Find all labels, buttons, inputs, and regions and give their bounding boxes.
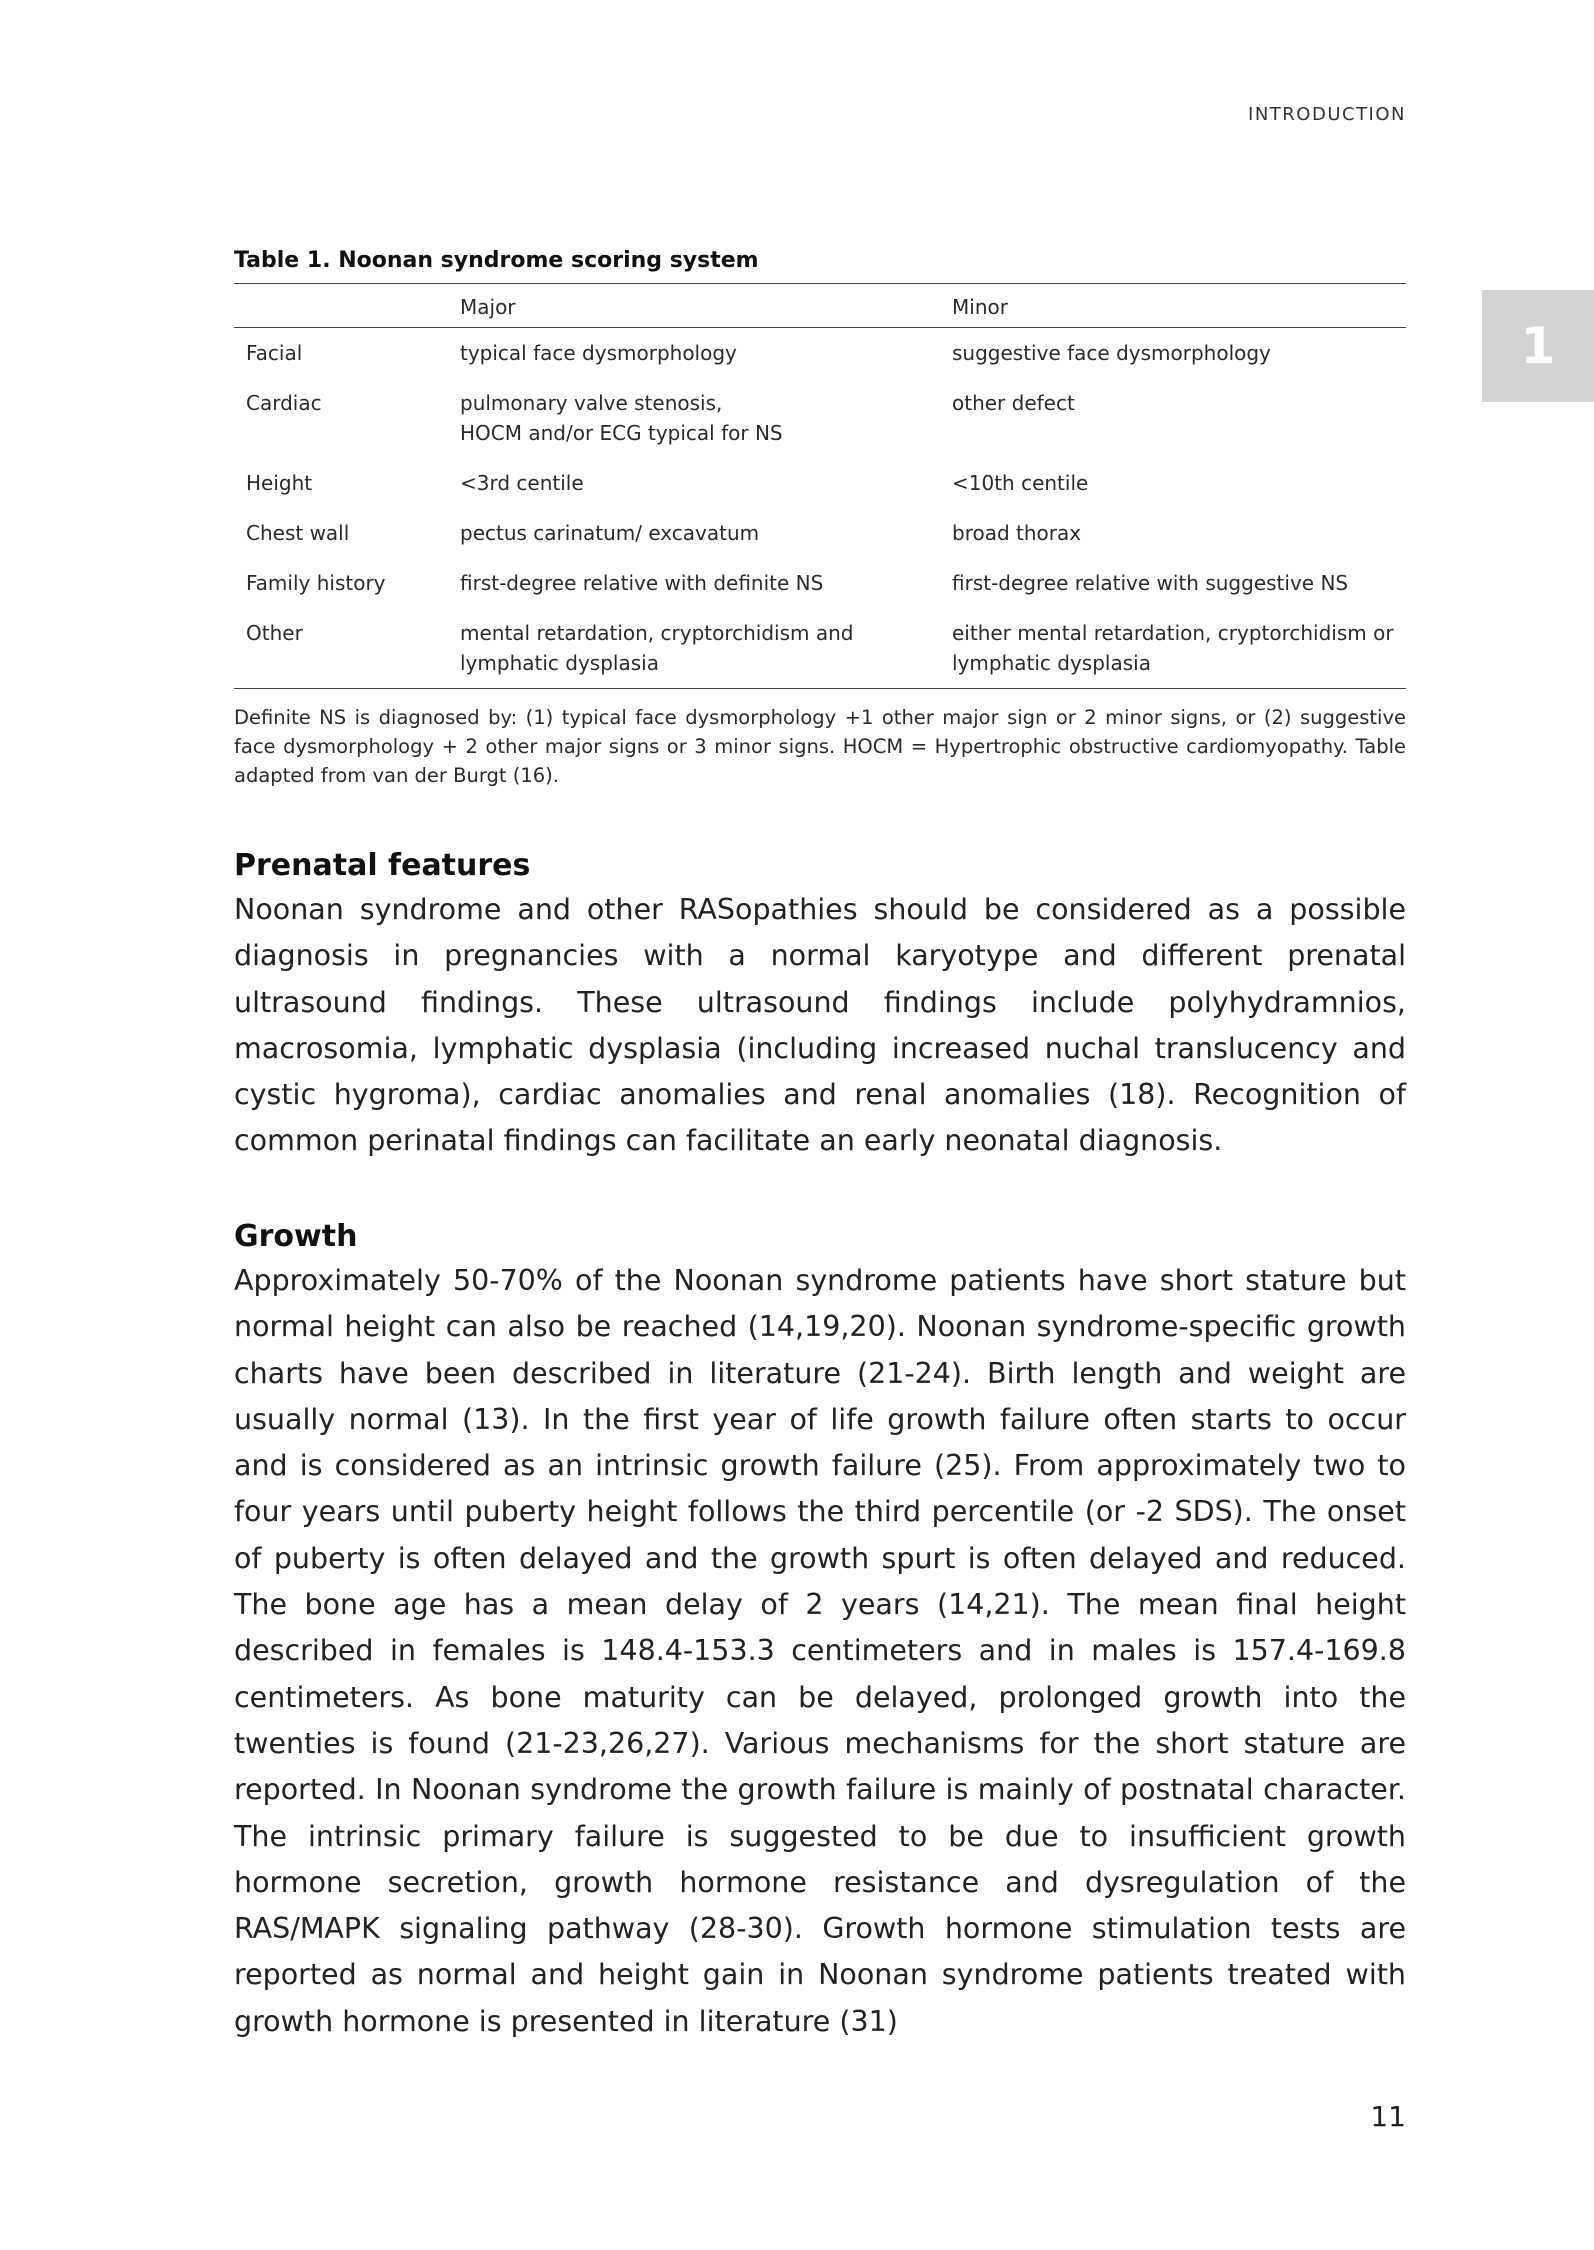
cell-line: lymphatic dysplasia xyxy=(460,651,659,675)
header-cell-minor: Minor xyxy=(952,295,1008,319)
table-header-row xyxy=(234,284,1406,328)
minor-cell xyxy=(940,608,1406,689)
cell-line: other defect xyxy=(952,391,1075,415)
cell-line: pectus carinatum/ excavatum xyxy=(460,521,760,545)
major-cell xyxy=(448,458,940,508)
table-row xyxy=(234,378,1406,458)
cell-line: lymphatic dysplasia xyxy=(952,651,1151,675)
header-cell-feature xyxy=(234,284,448,328)
table-row xyxy=(234,608,1406,689)
running-head: INTRODUCTION xyxy=(1248,104,1406,125)
cell-line: first-degree relative with suggestive NS xyxy=(952,571,1349,595)
row-label: Cardiac xyxy=(246,391,322,415)
row-label: Facial xyxy=(246,341,303,365)
cell-line: either mental retardation, cryptorchidism or xyxy=(952,621,1394,645)
major-cell xyxy=(448,558,940,608)
table-row xyxy=(234,558,1406,608)
chapter-tab: 1 xyxy=(1482,290,1594,402)
minor-cell xyxy=(940,458,1406,508)
cell-line: <3rd centile xyxy=(460,471,584,495)
table-row xyxy=(234,458,1406,508)
row-label: Chest wall xyxy=(246,521,350,545)
table-block xyxy=(234,248,1406,790)
major-cell xyxy=(448,378,940,458)
table-title: Table 1. Noonan syndrome scoring system xyxy=(234,248,759,273)
minor-cell xyxy=(940,378,1406,458)
section-heading: Growth xyxy=(234,1219,358,1254)
cell-line: broad thorax xyxy=(952,521,1082,545)
cell-line: pulmonary valve stenosis, xyxy=(460,391,723,415)
row-label: Family history xyxy=(246,571,386,595)
major-cell xyxy=(448,508,940,558)
row-label: Height xyxy=(246,471,313,495)
table-row xyxy=(234,508,1406,558)
section-body: Noonan syndrome and other RASopathies should be considered as a possible diagnosis in pregnancies with a normal karyotype and different prenatal ultrasound findings. These ultrasound findings include polyhydramnios, macrosomia, lymphatic dysplasia (including increased nuchal translucency and cystic hygroma), cardiac anomalies and renal anomalies (18). Recognition of common perinatal findings can facilitate an early neonatal diagnosis. xyxy=(234,893,1406,1158)
scoring-table xyxy=(234,283,1406,689)
section-body: Approximately 50-70% of the Noonan syndrome patients have short stature but normal height can also be reached (14,19,20). Noonan syndrome-specific growth charts have been described in literature (21-24). Birth length and weight are usually normal (13). In the first year of life growth failure often starts to occur and is considered as an intrinsic growth failure (25). From approximately two to four years until puberty height follows the third percentile (or -2 SDS). The onset of puberty is often delayed and the growth spurt is often delayed and reduced. The bone age has a mean delay of 2 years (14,21). The mean final height described in females is 148.4-153.3 centimeters and in males is 157.4-169.8 centimeters. As bone maturity can be delayed, prolonged growth into the twenties is found (21-23,26,27). Various mechanisms for the short stature are reported. In Noonan syndrome the growth failure is mainly of postnatal character. The intrinsic primary failure is suggested to be due to insufficient growth hormone secretion, growth hormone resistance and dysregulation of the RAS/MAPK signaling pathway (28-30). Growth hormone stimulation tests are reported as normal and height gain in Noonan syndrome patients treated with growth hormone is presented in literature (31) xyxy=(234,1264,1406,2038)
section-heading: Prenatal features xyxy=(234,848,531,883)
minor-cell xyxy=(940,508,1406,558)
minor-cell xyxy=(940,558,1406,608)
cell-line: first-degree relative with definite NS xyxy=(460,571,824,595)
cell-line: HOCM and/or ECG typical for NS xyxy=(460,421,783,445)
table-row xyxy=(234,328,1406,379)
major-cell xyxy=(448,608,940,689)
row-label: Other xyxy=(246,621,303,645)
cell-line: typical face dysmorphology xyxy=(460,341,737,365)
cell-line: mental retardation, cryptorchidism and xyxy=(460,621,854,645)
minor-cell xyxy=(940,328,1406,379)
section-prenatal-features xyxy=(234,848,1406,1165)
cell-line: <10th centile xyxy=(952,471,1089,495)
header-cell-major: Major xyxy=(460,295,516,319)
section-growth xyxy=(234,1219,1406,2045)
page-number: 11 xyxy=(1370,2100,1406,2133)
cell-line: suggestive face dysmorphology xyxy=(952,341,1271,365)
major-cell xyxy=(448,328,940,379)
table-footnote: Definite NS is diagnosed by: (1) typical face dysmorphology +1 other major sign or 2 minor signs, or (2) suggestive face dysmorphology + 2 other major signs or 3 minor signs. HOCM = Hypertrophic obstructive cardiomyopathy. Table adapted from van der Burgt (16). xyxy=(234,706,1406,787)
